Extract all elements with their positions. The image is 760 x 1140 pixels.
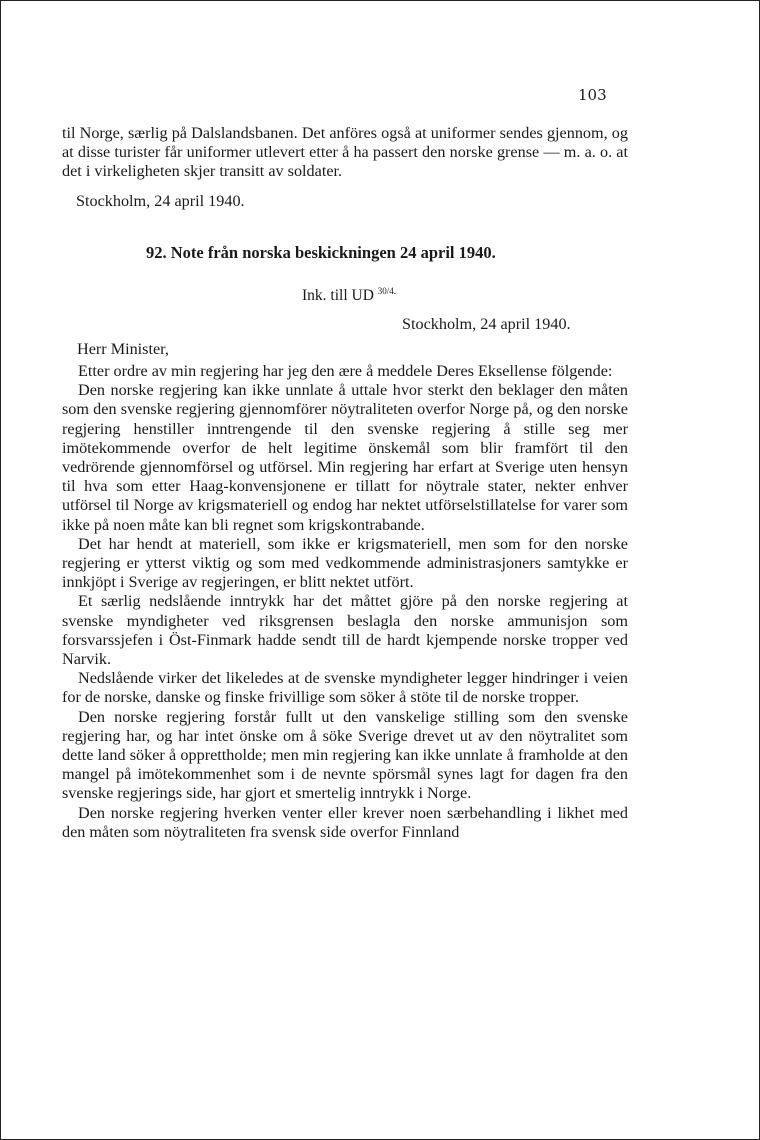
body-paragraph: Etter ordre av min regjering har jeg den ære å meddele Deres Eksellense fölgende: [78, 362, 613, 380]
intro-paragraph-block [62, 124, 628, 182]
previous-document-signoff: Stockholm, 24 april 1940. [76, 192, 245, 210]
document-heading: 92. Note från norska beskickningen 24 april 1940. [146, 243, 496, 262]
letter-body [62, 362, 628, 842]
body-paragraph: Den norske regjering hverken venter eller krever noen særbehandling i likhet med den måten som nöytraliteten fra svensk side overfor Finnland [62, 803, 628, 841]
body-paragraph: Den norske regjering kan ikke unnlate å uttale hvor sterkt den beklager den måten som den svenske regjering gjennomförer nöytraliteten overfor Norge på, og den norske regjering henstiller inntrengende til den svenske regjering å stille seg mer imötekommende overfor de helt legitime önskemål som blir framfört til den vedrörende gjennomförsel og utförsel. Min regjering har erfart at Sverige uten hensyn til hva som etter Haag-konvensjonene er tillatt for nöytrale stater, nekter enhver utförsel til Norge av krigsmateriell og endog har nektet utförselstillatelse for varer som ikke på noen måte kan bli regnet som krigskontrabande. [62, 381, 628, 534]
body-paragraph: Nedslående virker det likeledes at de svenske myndigheter legger hindringer i veien for de norske, danske og finske frivillige som söker å stöte til de norske tropper. [62, 669, 628, 707]
body-paragraph: Et særlig nedslående inntrykk har det måttet gjöre på den norske regjering at svenske myndigheter ved riksgrensen beslagla den norske ammunisjon som forsvarssjefen i Öst-Finmark hadde sendt till de hardt kjempende norske tropper ved Narvik. [62, 592, 628, 669]
salutation: Herr Minister, [77, 340, 169, 358]
letter-place-date: Stockholm, 24 april 1940. [402, 315, 571, 333]
body-paragraph: Den norske regjering forstår fullt ut den vanskelige stilling som den svenske regjering har, og har intet önske om å söke Sverige drevet ut av den nöytralitet som dette land söker å opprettholde; men min regjering kan ikke unnlate å framholde at den mangel på imötekommenhet som i de nevnte spörsmål synes lagt for dagen fra den svenske regjerings side, har gjort et smertelig inntrykk i Norge. [62, 707, 628, 803]
received-stamp [302, 286, 396, 305]
received-stamp-date: 30/4. [377, 286, 397, 296]
intro-paragraph: til Norge, særlig på Dalslandsbanen. Det anföres også at uniformer sendes gjennom, og at disse turister får uniformer utlevert etter å ha passert den norske grense — m. a. o. at det i virkeligheten skjer transitt av soldater. [62, 124, 628, 181]
body-paragraph: Det har hendt at materiell, som ikke er krigsmateriell, men som for den norske regjering er ytterst viktig og som med vedkommende administrasjoners samtykke er innkjöpt i Sverige av regjeringen, er blitt nektet utfört. [62, 534, 628, 592]
received-stamp-text: Ink. till UD [302, 287, 374, 305]
page-number: 103 [578, 86, 607, 104]
